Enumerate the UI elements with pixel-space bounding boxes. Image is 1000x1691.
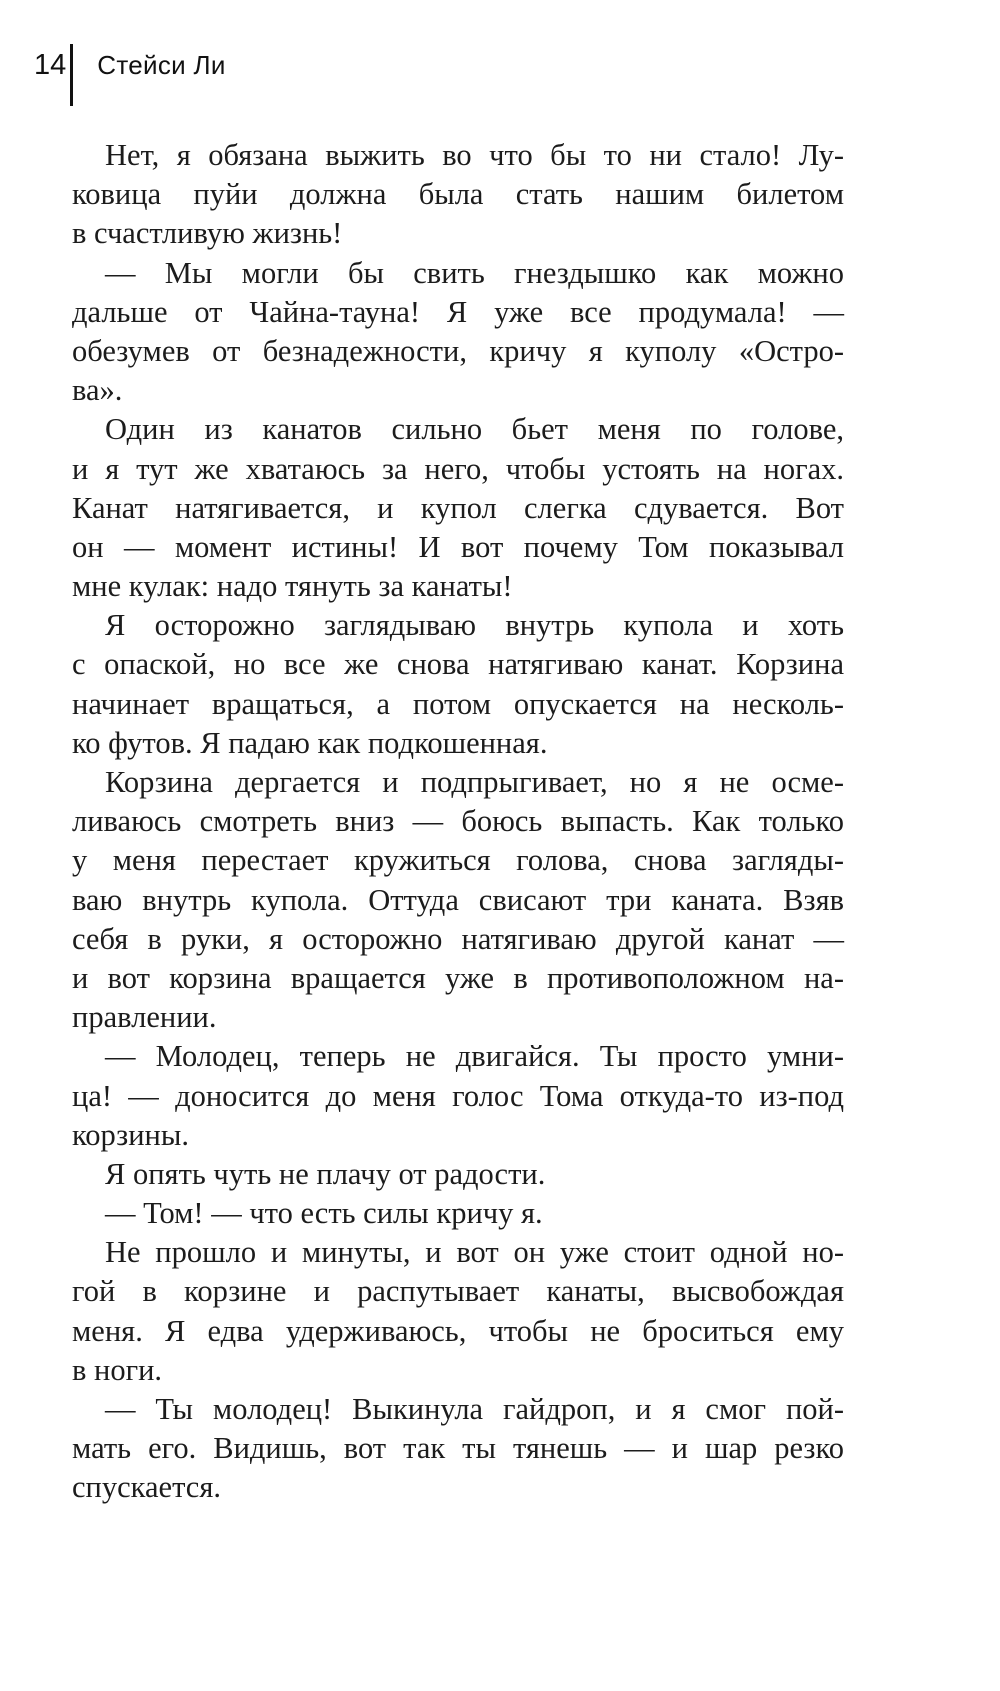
text-line: гой в корзине и распутывает канаты, высвобождая [72, 1274, 844, 1309]
author-name: Стейси Ли [97, 50, 226, 80]
text-line: Не прошло и минуты, и вот он уже стоит одной но- [105, 1235, 844, 1270]
text-line: ца! — доносится до меня голос Тома откуда-то из-под [72, 1078, 844, 1113]
page-number: 14 [34, 49, 67, 81]
text-line: Канат натягивается, и купол слегка сдувается. Вот [72, 490, 844, 525]
text-line: и вот корзина вращается уже в противоположном на- [72, 960, 844, 995]
text-line: с опаской, но все же снова натягиваю канат. Корзина [72, 647, 844, 682]
body-text [72, 136, 844, 1508]
text-line: Я осторожно заглядываю внутрь купола и хоть [105, 608, 844, 643]
text-line: правлении. [72, 1000, 217, 1035]
running-head [34, 44, 226, 106]
text-line: — Ты молодец! Выкинула гайдроп, и я смог пой- [105, 1392, 844, 1426]
text-line: начинает вращаться, а потом опускается на несколь- [72, 686, 844, 721]
text-line: дальше от Чайна-тауна! Я уже все продумала! — [72, 294, 844, 329]
text-line: обезумев от безнадежности, кричу я куполу «Остро- [72, 333, 844, 368]
text-line: мать его. Видишь, вот так ты тянешь — и шар резко [72, 1431, 844, 1466]
text-line: Один из канатов сильно бьет меня по голове, [105, 412, 844, 447]
text-line: меня. Я едва удерживаюсь, чтобы не броситься ему [72, 1313, 844, 1348]
text-line: он — момент истины! И вот почему Том показывал [72, 529, 844, 564]
text-line: ва». [72, 373, 123, 408]
text-line: ливаюсь смотреть вниз — боюсь выпасть. Как только [72, 804, 844, 839]
text-line: ваю внутрь купола. Оттуда свисают три каната. Взяв [72, 882, 844, 917]
text-line: и я тут же хватаюсь за него, чтобы устоять на ногах. [72, 451, 844, 486]
text-line: — Молодец, теперь не двигайся. Ты просто умни- [105, 1039, 844, 1074]
text-line: — Том! — что есть силы кричу я. [105, 1196, 543, 1231]
text-line: в счастливую жизнь! [72, 216, 343, 251]
text-line: Корзина дергается и подпрыгивает, но я не осме- [105, 765, 844, 799]
text-line: ко футов. Я падаю как подкошенная. [72, 725, 548, 760]
text-line: спускается. [72, 1470, 221, 1505]
text-line: мне кулак: надо тянуть за канаты! [72, 569, 513, 604]
text-line: Нет, я обязана выжить во что бы то ни стало! Лу- [105, 138, 844, 172]
text-line: у меня перестает кружиться голова, снова загляды- [72, 843, 844, 878]
text-line: Я опять чуть не плачу от радости. [105, 1156, 546, 1191]
header-divider [70, 44, 73, 106]
text-line: корзины. [72, 1117, 189, 1152]
text-line: — Мы могли бы свить гнездышко как можно [105, 255, 844, 290]
text-line: себя в руки, я осторожно натягиваю другой канат — [72, 921, 844, 956]
text-line: ковица пуйи должна была стать нашим билетом [72, 177, 844, 212]
text-line: в ноги. [72, 1352, 163, 1387]
